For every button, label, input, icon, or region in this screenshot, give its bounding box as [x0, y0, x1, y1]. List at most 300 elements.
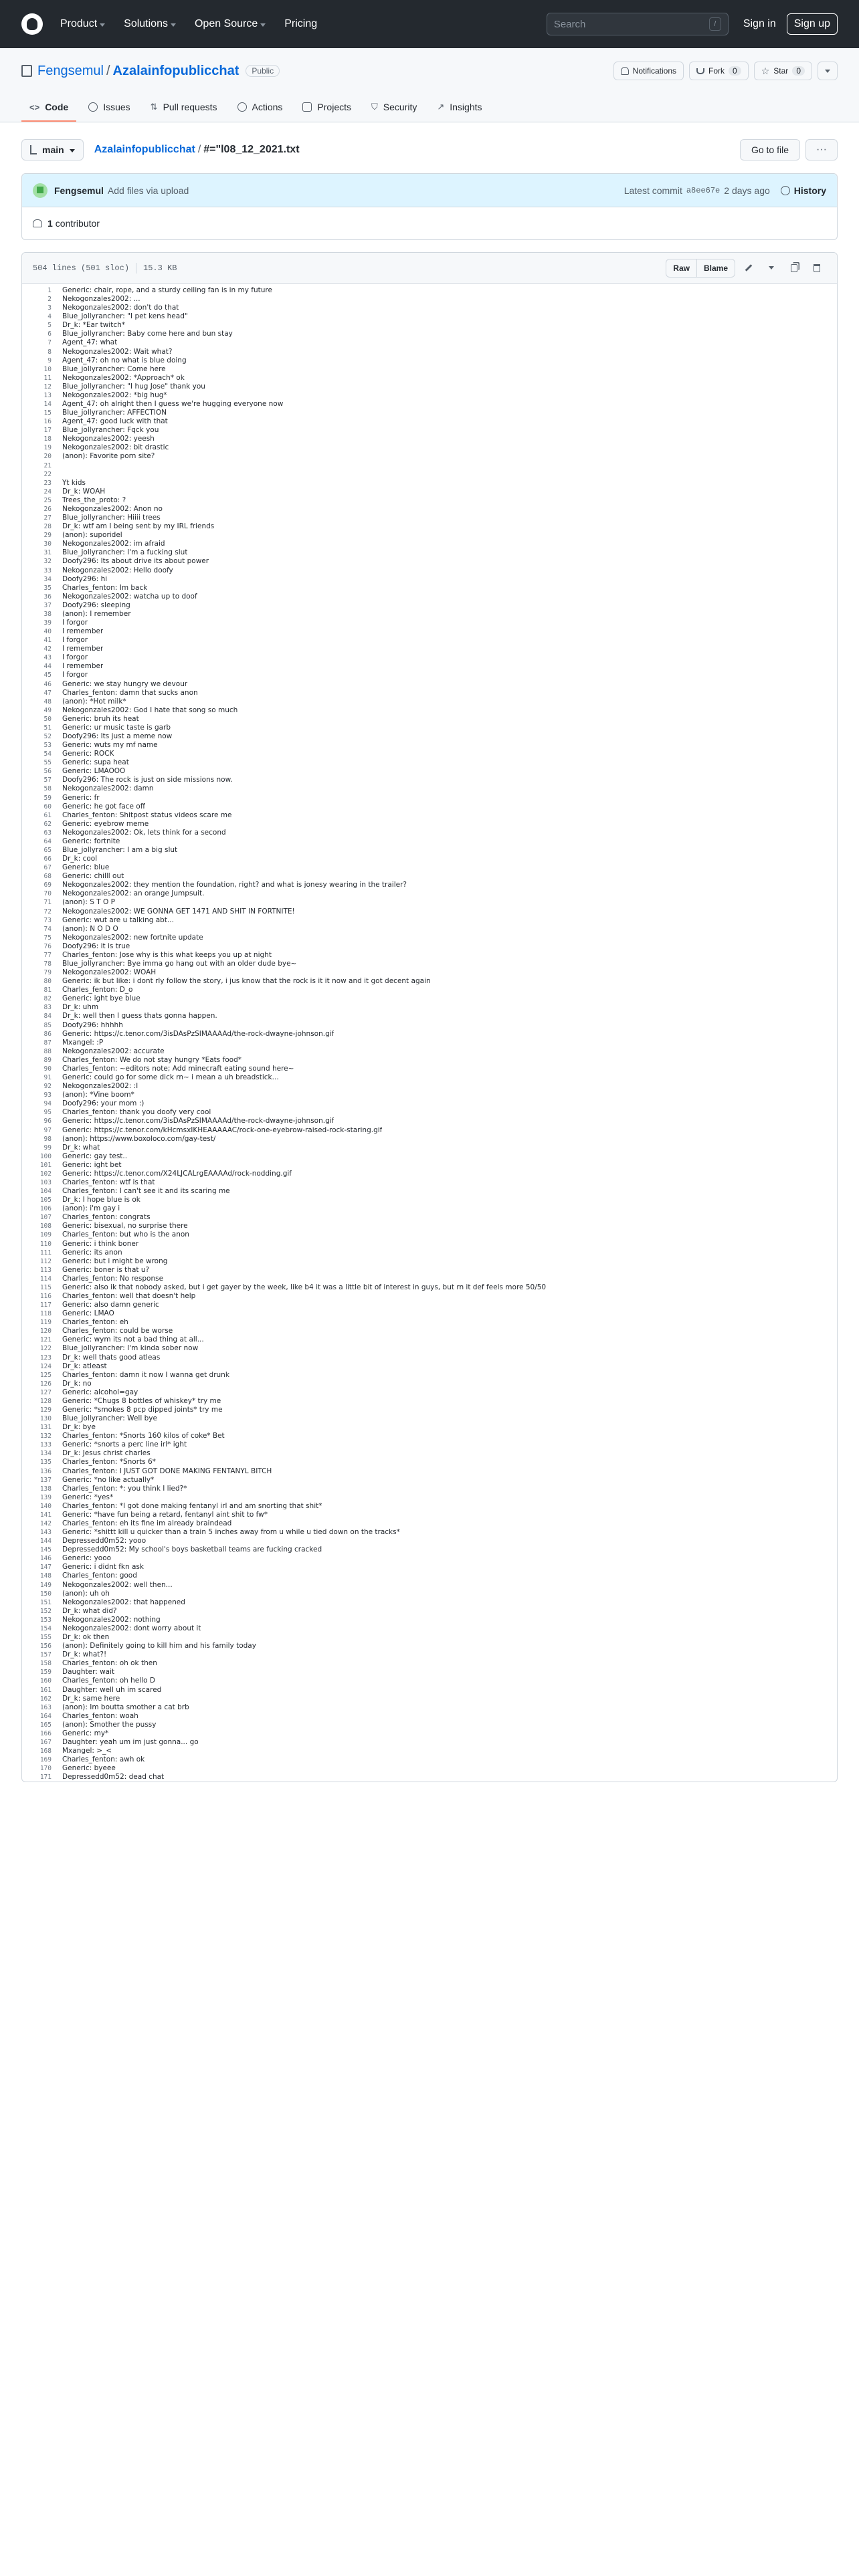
breadcrumb-repo-link[interactable]: Azalainfopublicchat: [94, 144, 195, 155]
code-line: [22, 689, 837, 697]
line-number[interactable]: 94: [43, 1100, 52, 1108]
line-number[interactable]: 46: [43, 680, 52, 688]
line-content: Generic: its anon: [62, 1248, 122, 1257]
line-number[interactable]: 101: [39, 1161, 52, 1169]
go-to-file-button[interactable]: Go to file: [740, 139, 800, 160]
line-number[interactable]: 140: [39, 1502, 52, 1510]
line-number[interactable]: 75: [43, 934, 52, 942]
line-number[interactable]: 51: [43, 724, 52, 732]
line-number[interactable]: 8: [47, 348, 52, 356]
line-number[interactable]: 143: [39, 1529, 52, 1537]
line-number[interactable]: 30: [43, 540, 52, 548]
code-line: [22, 461, 837, 470]
line-number[interactable]: 150: [39, 1590, 52, 1598]
line-number[interactable]: 97: [43, 1126, 52, 1134]
line-number[interactable]: 68: [43, 873, 52, 881]
line-number[interactable]: 41: [43, 637, 52, 645]
line-number[interactable]: 61: [43, 811, 52, 819]
code-line: [22, 1335, 837, 1344]
line-number[interactable]: 91: [43, 1074, 52, 1082]
line-number[interactable]: 100: [39, 1152, 52, 1160]
line-number[interactable]: 110: [39, 1240, 52, 1248]
branch-select-button[interactable]: [21, 139, 84, 160]
line-content: Generic: i didnt fkn ask: [62, 1563, 144, 1572]
line-content: Generic: *snorts a perc line irl* ight: [62, 1440, 187, 1449]
contributors-label[interactable]: contributor: [55, 218, 100, 229]
line-number[interactable]: 105: [39, 1196, 52, 1204]
code-line: [22, 417, 837, 426]
fork-button[interactable]: [689, 62, 749, 80]
line-number[interactable]: 132: [39, 1432, 52, 1440]
raw-button[interactable]: Raw: [666, 259, 697, 278]
code-line: [22, 1003, 837, 1012]
line-number[interactable]: 163: [39, 1703, 52, 1711]
line-number[interactable]: 137: [39, 1476, 52, 1484]
line-number[interactable]: 112: [39, 1257, 52, 1265]
line-number[interactable]: 31: [43, 549, 52, 557]
nav-pricing[interactable]: [284, 18, 317, 30]
sign-up-button[interactable]: Sign up: [787, 13, 838, 35]
line-number[interactable]: 27: [43, 514, 52, 522]
line-content: Doofy296: hhhhh: [62, 1021, 123, 1029]
line-number[interactable]: 164: [39, 1712, 52, 1720]
line-number[interactable]: 89: [43, 1056, 52, 1064]
line-content: Agent_47: what: [62, 338, 118, 347]
line-number[interactable]: 136: [39, 1467, 52, 1475]
line-number[interactable]: 59: [43, 794, 52, 802]
line-number[interactable]: 165: [39, 1721, 52, 1729]
line-number[interactable]: 127: [39, 1388, 52, 1396]
line-number[interactable]: 37: [43, 601, 52, 609]
line-number[interactable]: 114: [39, 1275, 52, 1283]
line-content: Generic: https://c.tenor.com/X24LJCALrgEAAAAd/rock-nodding.gif: [62, 1169, 292, 1178]
line-number[interactable]: 131: [39, 1424, 52, 1432]
history-label: History: [793, 185, 826, 196]
line-number[interactable]: 55: [43, 759, 52, 767]
line-number[interactable]: 7: [47, 339, 52, 347]
line-number[interactable]: 83: [43, 1004, 52, 1012]
tab-projects-label: Projects: [317, 102, 351, 112]
line-content: Charles_fenton: *: you think I lied?*: [62, 1484, 187, 1493]
line-content: Nekogonzales2002: well then...: [62, 1580, 173, 1589]
code-line: [22, 1650, 837, 1659]
line-number[interactable]: 87: [43, 1039, 52, 1047]
line-number[interactable]: 92: [43, 1083, 52, 1091]
line-number[interactable]: 160: [39, 1677, 52, 1685]
line-number[interactable]: 48: [43, 697, 52, 706]
line-number[interactable]: 50: [43, 715, 52, 723]
line-number[interactable]: 93: [43, 1091, 52, 1099]
line-content: Charles_fenton: congrats: [62, 1213, 151, 1222]
line-number[interactable]: 116: [39, 1292, 52, 1300]
line-number[interactable]: 171: [39, 1774, 52, 1782]
line-number[interactable]: 170: [39, 1765, 52, 1773]
tab-insights[interactable]: [429, 102, 490, 122]
line-number[interactable]: 155: [39, 1634, 52, 1642]
line-number[interactable]: 11: [43, 374, 52, 382]
line-number[interactable]: 111: [39, 1249, 52, 1257]
line-number[interactable]: 74: [43, 925, 52, 933]
contributors-count: 1: [47, 218, 53, 229]
repo-header: [0, 48, 859, 122]
code-line: [22, 584, 837, 593]
tab-code[interactable]: [21, 102, 76, 122]
line-number[interactable]: 98: [43, 1135, 52, 1143]
code-line: [22, 776, 837, 784]
line-number[interactable]: 156: [39, 1642, 52, 1650]
tab-security[interactable]: [363, 102, 425, 122]
line-number[interactable]: 38: [43, 610, 52, 618]
line-content: Yt kids: [62, 478, 86, 487]
code-line: [22, 1712, 837, 1721]
line-number[interactable]: 43: [43, 654, 52, 662]
line-number[interactable]: 24: [43, 488, 52, 496]
commit-message-link[interactable]: Add files via upload: [107, 185, 189, 196]
line-number[interactable]: 99: [43, 1144, 52, 1152]
avatar[interactable]: [33, 183, 47, 198]
line-number[interactable]: 145: [39, 1546, 52, 1554]
notifications-button[interactable]: [613, 62, 684, 80]
line-number[interactable]: 13: [43, 391, 52, 399]
code-line: [22, 338, 837, 347]
line-number[interactable]: 73: [43, 916, 52, 924]
line-number[interactable]: 76: [43, 942, 52, 950]
line-number[interactable]: 54: [43, 750, 52, 758]
line-number[interactable]: 49: [43, 706, 52, 714]
code-line: [22, 1511, 837, 1519]
nav-open-source[interactable]: [195, 18, 266, 30]
line-number[interactable]: 42: [43, 645, 52, 653]
line-number[interactable]: 12: [43, 383, 52, 391]
line-content: Blue_jollyrancher: "I hug Jose" thank you: [62, 382, 205, 391]
line-number[interactable]: 72: [43, 907, 52, 916]
line-number[interactable]: 154: [39, 1624, 52, 1632]
commit-author-link[interactable]: Fengsemul: [54, 185, 104, 196]
line-content: Generic: wut are u talking abt...: [62, 916, 174, 924]
line-number[interactable]: 102: [39, 1170, 52, 1178]
delete-button[interactable]: [807, 259, 826, 278]
line-number[interactable]: 104: [39, 1188, 52, 1196]
code-line: [22, 863, 837, 872]
line-content: Generic: https://c.tenor.com/kHcmsxIKHEAAAAAC/rock-one-eyebrow-raised-rock-staring.gif: [62, 1125, 383, 1134]
star-button[interactable]: [754, 62, 812, 80]
line-number[interactable]: 162: [39, 1695, 52, 1703]
code-line: [22, 934, 837, 942]
line-number[interactable]: 64: [43, 837, 52, 845]
line-number[interactable]: 10: [43, 365, 52, 373]
code-line: [22, 566, 837, 575]
line-number[interactable]: 17: [43, 427, 52, 435]
line-number[interactable]: 103: [39, 1178, 52, 1186]
line-number[interactable]: 149: [39, 1581, 52, 1589]
line-number[interactable]: 33: [43, 566, 52, 574]
line-number[interactable]: 3: [47, 304, 52, 312]
line-number[interactable]: 16: [43, 418, 52, 426]
code-line: [22, 1590, 837, 1598]
line-number[interactable]: 81: [43, 986, 52, 994]
code-line: [22, 1152, 837, 1161]
tab-issues[interactable]: [80, 102, 138, 122]
line-number[interactable]: 159: [39, 1669, 52, 1677]
line-content: Charles_fenton: *Snorts 6*: [62, 1458, 156, 1467]
line-number[interactable]: 79: [43, 969, 52, 977]
line-number[interactable]: 141: [39, 1511, 52, 1519]
line-number[interactable]: 113: [39, 1266, 52, 1274]
line-number[interactable]: 122: [39, 1345, 52, 1353]
line-number[interactable]: 121: [39, 1336, 52, 1344]
line-number[interactable]: 28: [43, 523, 52, 531]
line-content: Depressedd0m52: yooo: [62, 1537, 147, 1545]
repo-icon: [21, 65, 32, 77]
tab-pull-requests-label: Pull requests: [163, 102, 217, 112]
star-count: 0: [792, 66, 805, 76]
line-number[interactable]: 96: [43, 1117, 52, 1125]
line-number[interactable]: 128: [39, 1397, 52, 1405]
star-dropdown-button[interactable]: [818, 62, 838, 80]
line-number[interactable]: 109: [39, 1231, 52, 1239]
line-content: Dr_k: what: [62, 1143, 100, 1152]
line-number[interactable]: 18: [43, 435, 52, 443]
line-number[interactable]: 151: [39, 1598, 52, 1606]
line-number[interactable]: 52: [43, 732, 52, 740]
line-content: Generic: *no like actually*: [62, 1475, 155, 1484]
code-line: [22, 610, 837, 619]
line-number[interactable]: 138: [39, 1485, 52, 1493]
line-content: Nekogonzales2002: accurate: [62, 1047, 165, 1055]
line-content: Nekogonzales2002: yeesh: [62, 435, 155, 443]
line-number[interactable]: 146: [39, 1555, 52, 1563]
line-number[interactable]: 39: [43, 619, 52, 627]
line-number[interactable]: 9: [47, 356, 52, 364]
code-line: [22, 1440, 837, 1449]
line-number[interactable]: 56: [43, 768, 52, 776]
history-link[interactable]: [781, 185, 826, 196]
line-number[interactable]: 107: [39, 1214, 52, 1222]
line-number[interactable]: 34: [43, 575, 52, 583]
code-line: [22, 1275, 837, 1283]
line-number[interactable]: 169: [39, 1756, 52, 1764]
branch-name: main: [42, 144, 64, 155]
code-line: [22, 1354, 837, 1362]
edit-button[interactable]: [739, 259, 758, 278]
line-number[interactable]: 1: [47, 287, 52, 294]
line-number[interactable]: 2: [47, 296, 52, 304]
line-number[interactable]: 157: [39, 1651, 52, 1659]
nav-product[interactable]: [60, 18, 105, 30]
commit-sha-link[interactable]: a8ee67e: [686, 185, 721, 195]
sign-in-link[interactable]: Sign in: [743, 18, 776, 29]
line-number[interactable]: 57: [43, 776, 52, 784]
line-number[interactable]: 58: [43, 785, 52, 793]
line-number[interactable]: 118: [39, 1310, 52, 1318]
line-number[interactable]: 78: [43, 960, 52, 968]
line-number[interactable]: 45: [43, 671, 52, 679]
line-number[interactable]: 63: [43, 829, 52, 837]
line-content: I forgor: [62, 618, 88, 627]
copy-button[interactable]: [785, 259, 803, 278]
line-number[interactable]: 95: [43, 1109, 52, 1117]
line-number[interactable]: 161: [39, 1686, 52, 1694]
code-line: [22, 846, 837, 855]
line-content: Daughter: well uh im scared: [62, 1685, 162, 1694]
line-number[interactable]: 29: [43, 532, 52, 540]
line-number[interactable]: 167: [39, 1738, 52, 1746]
line-content: Generic: ight bet: [62, 1160, 122, 1169]
line-number[interactable]: 135: [39, 1459, 52, 1467]
line-number[interactable]: 152: [39, 1607, 52, 1615]
search-input[interactable]: [554, 19, 709, 30]
line-number[interactable]: 20: [43, 453, 52, 461]
line-number[interactable]: 36: [43, 593, 52, 601]
blame-button[interactable]: Blame: [697, 259, 735, 278]
line-content: Generic: ight bye blue: [62, 994, 140, 1003]
line-content: Charles_fenton: oh ok then: [62, 1659, 157, 1668]
line-number[interactable]: 25: [43, 496, 52, 504]
line-number[interactable]: 115: [39, 1283, 52, 1291]
line-number[interactable]: 119: [39, 1319, 52, 1327]
more-options-button[interactable]: ···: [805, 139, 838, 160]
line-content: Generic: LMAOOO: [62, 767, 126, 776]
line-number[interactable]: 77: [43, 951, 52, 959]
line-number[interactable]: 22: [43, 470, 52, 478]
line-content: Dr_k: ok then: [62, 1633, 110, 1642]
line-content: Generic: *shittt kill u quicker than a train 5 inches away from u while u tied down on the tracks*: [62, 1528, 400, 1537]
line-number[interactable]: 23: [43, 479, 52, 487]
line-number[interactable]: 5: [47, 322, 52, 330]
code-line: [22, 1301, 837, 1309]
line-number[interactable]: 129: [39, 1406, 52, 1414]
line-number[interactable]: 67: [43, 864, 52, 872]
main-nav: [60, 18, 336, 30]
line-number[interactable]: 69: [43, 881, 52, 889]
line-number[interactable]: 106: [39, 1205, 52, 1213]
latest-commit-label: Latest commit: [624, 185, 682, 196]
line-number[interactable]: 35: [43, 584, 52, 592]
tab-pull-requests[interactable]: [142, 102, 225, 122]
line-content: Blue_jollyrancher: Baby come here and bun stay: [62, 330, 233, 338]
line-number[interactable]: 139: [39, 1493, 52, 1501]
line-content: Generic: gay test..: [62, 1152, 128, 1160]
line-content: Generic: bruh its heat: [62, 714, 139, 723]
line-number[interactable]: 148: [39, 1572, 52, 1580]
code-line: [22, 1056, 837, 1065]
line-content: I forgor: [62, 671, 88, 679]
code-line: [22, 1624, 837, 1633]
line-number[interactable]: 80: [43, 978, 52, 986]
code-line: [22, 1545, 837, 1554]
line-number[interactable]: 26: [43, 505, 52, 513]
line-number[interactable]: 32: [43, 558, 52, 566]
line-number[interactable]: 86: [43, 1030, 52, 1038]
line-number[interactable]: 124: [39, 1362, 52, 1370]
code-line: [22, 443, 837, 452]
line-number[interactable]: 85: [43, 1021, 52, 1029]
line-number[interactable]: 125: [39, 1371, 52, 1379]
code-line: [22, 312, 837, 321]
line-number[interactable]: 70: [43, 890, 52, 898]
breadcrumb-file-name: #="l08_12_2021.txt: [203, 144, 300, 155]
repo-name-link[interactable]: Azalainfopublicchat: [112, 63, 240, 78]
code-line: [22, 374, 837, 383]
code-line: [22, 706, 837, 715]
line-number[interactable]: 66: [43, 855, 52, 863]
line-number[interactable]: 53: [43, 742, 52, 750]
line-number[interactable]: 158: [39, 1660, 52, 1668]
line-number[interactable]: 166: [39, 1729, 52, 1737]
nav-solutions[interactable]: [124, 18, 176, 30]
pull-request-icon: ⇅: [150, 102, 158, 112]
line-number[interactable]: 120: [39, 1327, 52, 1335]
code-line: [22, 1388, 837, 1397]
line-content: Generic: *yes*: [62, 1493, 114, 1501]
line-number[interactable]: 19: [43, 444, 52, 452]
line-number[interactable]: 71: [43, 899, 52, 907]
line-number[interactable]: 15: [43, 409, 52, 417]
repo-title: [37, 64, 239, 79]
tab-projects[interactable]: [294, 102, 359, 122]
star-label: Star: [773, 66, 789, 76]
repo-title-row: [0, 59, 859, 83]
line-number[interactable]: 88: [43, 1047, 52, 1055]
code-line: [22, 1764, 837, 1773]
line-number[interactable]: 168: [39, 1747, 52, 1755]
edit-dropdown-button[interactable]: [762, 259, 781, 278]
line-number[interactable]: 133: [39, 1441, 52, 1449]
line-number[interactable]: 147: [39, 1564, 52, 1572]
code-line: [22, 1642, 837, 1650]
line-number[interactable]: 47: [43, 689, 52, 697]
line-number[interactable]: 144: [39, 1537, 52, 1545]
tab-insights-label: Insights: [450, 102, 482, 112]
github-logo-icon[interactable]: [21, 13, 43, 35]
line-content: Charles_fenton: woah: [62, 1711, 138, 1720]
line-content: Generic: byeee: [62, 1764, 116, 1773]
nav-product-label: Product: [60, 18, 98, 29]
line-content: Generic: fr: [62, 793, 100, 802]
line-number[interactable]: 84: [43, 1012, 52, 1021]
line-number[interactable]: 126: [39, 1380, 52, 1388]
line-number[interactable]: 142: [39, 1520, 52, 1528]
tab-code-label: Code: [45, 102, 69, 112]
code-line: [22, 575, 837, 584]
line-number[interactable]: 117: [39, 1301, 52, 1309]
line-number[interactable]: 21: [43, 461, 52, 469]
line-number[interactable]: 153: [39, 1616, 52, 1624]
line-number[interactable]: 130: [39, 1415, 52, 1423]
line-number[interactable]: 65: [43, 847, 52, 854]
line-number[interactable]: 44: [43, 663, 52, 671]
line-number[interactable]: 14: [43, 401, 52, 409]
line-number[interactable]: 108: [39, 1222, 52, 1230]
repo-owner-link[interactable]: Fengsemul: [37, 63, 104, 78]
people-icon: [33, 219, 42, 227]
code-line: [22, 1230, 837, 1239]
line-content: Dr_k: what did?: [62, 1606, 117, 1615]
line-content: Dr_k: same here: [62, 1694, 120, 1703]
line-number[interactable]: 62: [43, 820, 52, 828]
line-number[interactable]: 60: [43, 802, 52, 811]
line-content: Blue_jollyrancher: I am a big slut: [62, 846, 178, 854]
line-number[interactable]: 123: [39, 1354, 52, 1362]
line-number[interactable]: 82: [43, 995, 52, 1003]
line-number[interactable]: 6: [47, 330, 52, 338]
tab-actions[interactable]: [229, 102, 291, 122]
line-number[interactable]: 4: [47, 313, 52, 321]
line-number[interactable]: 40: [43, 628, 52, 636]
line-content: Charles_fenton: No response: [62, 1274, 164, 1283]
line-number[interactable]: 134: [39, 1450, 52, 1458]
line-number[interactable]: 90: [43, 1065, 52, 1073]
